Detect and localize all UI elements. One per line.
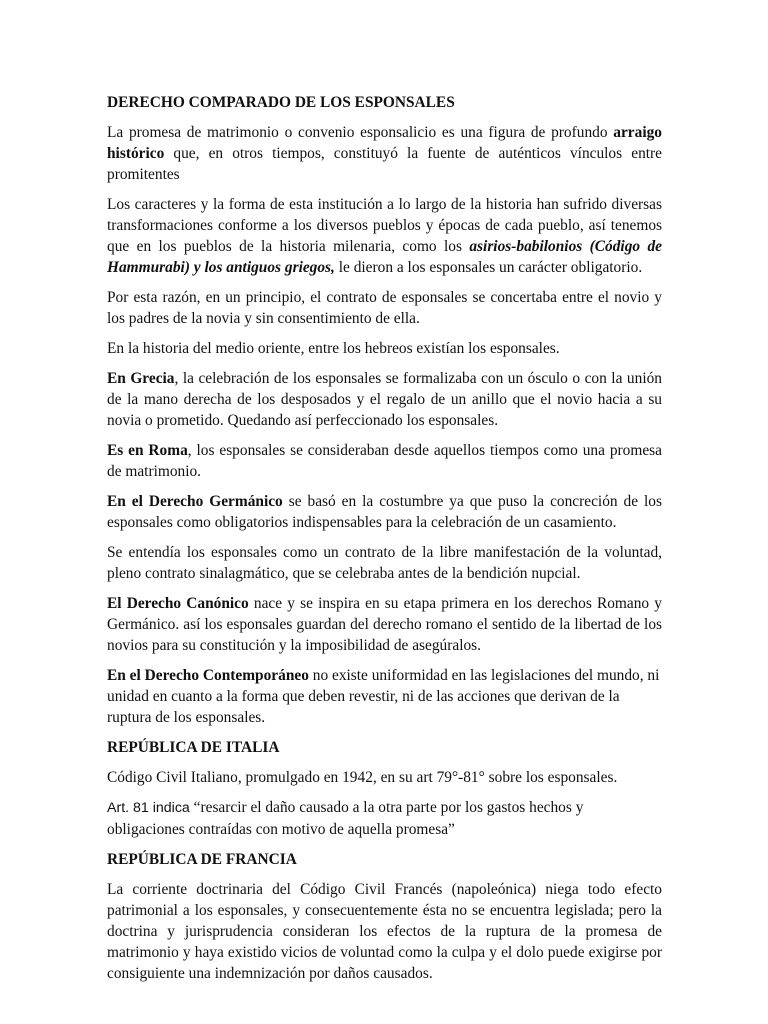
bold-phrase: En Grecia [107, 370, 175, 387]
bold-phrase: En el Derecho Germánico [107, 493, 283, 510]
paragraph-contemporaneo [107, 665, 662, 728]
paragraph-caracteres [107, 194, 662, 278]
document-title: DERECHO COMPARADO DE LOS ESPONSALES [107, 94, 455, 111]
paragraph-text: no existe uniformidad en las legislaciones del mundo, ni unidad en cuanto a la forma que deben revestir, ni de las acciones que derivan de la ruptura de los esponsales. [107, 667, 660, 726]
paragraph-grecia [107, 368, 662, 431]
bold-italic-phrase: asirios-babilonios (Código de Hammurabi) y los antiguos griegos, [107, 238, 662, 276]
paragraph-art-81 [107, 797, 662, 840]
paragraph-canonico [107, 593, 662, 656]
paragraph-roma [107, 440, 662, 482]
paragraph-razon: Por esta razón, en un principio, el contrato de esponsales se concertaba entre el novio y los padres de la novia y sin consentimiento de ella. [107, 289, 662, 327]
bold-phrase: En el Derecho Contemporáneo [107, 667, 309, 684]
article-reference: Art. 81 indica [107, 800, 190, 816]
paragraph-codigo-frances: La corriente doctrinaria del Código Civil Francés (napoleónica) niega todo efecto patrimonial a los esponsales, y consecuentemente ésta no se encuentra legislada; pero la doctrina y jurisprudencia consideran los efectos de la ruptura de la promesa de matrimonio y haya existido vicios de voluntad como la culpa y el dolo puede exigirse por consiguiente una indemnización por daños causados. [107, 881, 662, 982]
paragraph-text: La promesa de matrimonio o convenio esponsalicio es una figura de profundo [107, 124, 614, 141]
section-heading-italia: REPÚBLICA DE ITALIA [107, 739, 280, 756]
paragraph-text: se basó en la costumbre ya que puso la concreción de los esponsales como obligatorios indispensables para la celebración de un casamiento. [107, 493, 662, 531]
bold-phrase: Es en Roma [107, 442, 188, 459]
paragraph-text: Los caracteres y la forma de esta institución a lo largo de la historia han sufrido diversas transformaciones conforme a los diversos pueblos y épocas de cada pueblo, así tenemos que en los pueblos de la historia milenaria, como los [107, 196, 662, 255]
section-heading-francia: REPÚBLICA DE FRANCIA [107, 851, 297, 868]
paragraph-text: le dieron a los esponsales un carácter obligatorio. [334, 259, 643, 276]
paragraph-promesa [107, 122, 662, 185]
paragraph-voluntad: Se entendía los esponsales como un contrato de la libre manifestación de la voluntad, pleno contrato sinalagmático, que se celebraba antes de la bendición nupcial. [107, 544, 662, 582]
paragraph-text: , la celebración de los esponsales se formalizaba con un ósculo o con la unión de la mano derecha de los desposados y el regalo de un anillo que el novio hacia a su novia o prometido. Quedando así perfeccionado los esponsales. [107, 370, 662, 429]
paragraph-germanico [107, 491, 662, 533]
paragraph-text: nace y se inspira en su etapa primera en los derechos Romano y Germánico. así los esponsales guardan del derecho romano el sentido de la libertad de los novios para su constitución y la imposibilidad de asegúralos. [107, 595, 662, 654]
paragraph-medio-oriente: En la historia del medio oriente, entre los hebreos existían los esponsales. [107, 340, 560, 357]
bold-phrase: El Derecho Canónico [107, 595, 249, 612]
paragraph-text: “resarcir el daño causado a la otra parte por los gastos hechos y obligaciones contraídas con motivo de aquella promesa” [107, 799, 584, 838]
paragraph-text: , los esponsales se consideraban desde aquellos tiempos como una promesa de matrimonio. [107, 442, 662, 480]
paragraph-codigo-italiano: Código Civil Italiano, promulgado en 1942, en su art 79°-81° sobre los esponsales. [107, 769, 618, 786]
paragraph-text: que, en otros tiempos, constituyó la fuente de auténticos vínculos entre promitentes [107, 145, 662, 183]
bold-phrase: arraigo histórico [107, 124, 662, 162]
